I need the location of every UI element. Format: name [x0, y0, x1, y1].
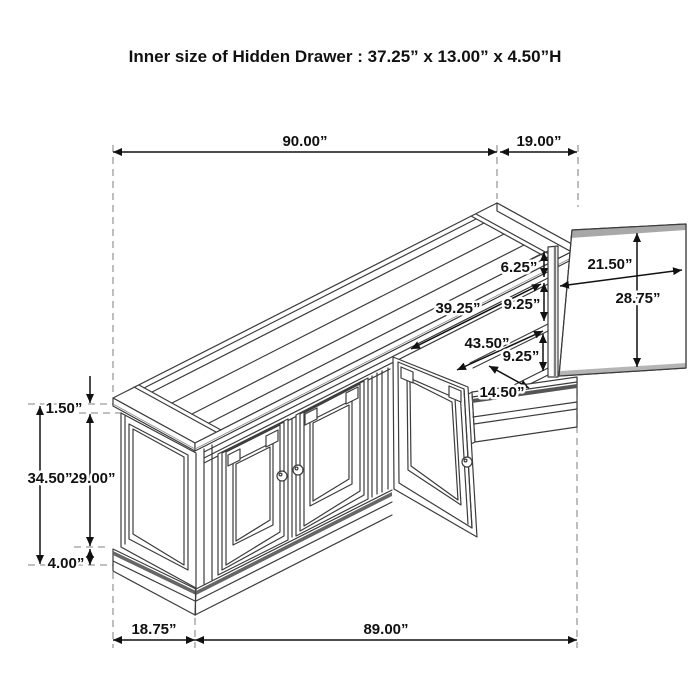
dim-label-door-width: 21.50”: [587, 256, 633, 273]
right-side-panel: [548, 246, 558, 377]
dim-label-width-upper: 39.25”: [435, 300, 481, 317]
dim-label-overall-height: 34.50”: [27, 470, 73, 487]
dim-label-depth-bottom: 18.75”: [131, 621, 177, 638]
dim-label-top-thickness: 1.50”: [45, 400, 83, 417]
dim-label-top-gap: 6.25”: [500, 259, 538, 276]
door-knob: [277, 471, 287, 481]
dim-label-shelf-gap-lower: 9.25”: [502, 348, 540, 365]
dim-label-door-opening-height: 29.00”: [70, 470, 116, 487]
diagram-title: Inner size of Hidden Drawer : 37.25” x 13.00” x 4.50”H: [128, 47, 562, 66]
dim-label-base-height: 4.00”: [47, 555, 85, 572]
dim-label-length-top: 90.00”: [282, 133, 328, 150]
cabinet-door-3-open: [393, 357, 477, 537]
dim-label-drawer-extension: 14.50”: [479, 384, 525, 401]
door-knob: [462, 457, 472, 467]
dim-label-door-height: 28.75”: [615, 290, 661, 307]
dim-label-width-lower: 43.50”: [464, 335, 510, 352]
dim-label-depth-top: 19.00”: [516, 133, 562, 150]
door-knob: [293, 465, 303, 475]
dim-label-shelf-gap-upper: 9.25”: [503, 296, 541, 313]
dim-label-length-bottom: 89.00”: [363, 621, 409, 638]
